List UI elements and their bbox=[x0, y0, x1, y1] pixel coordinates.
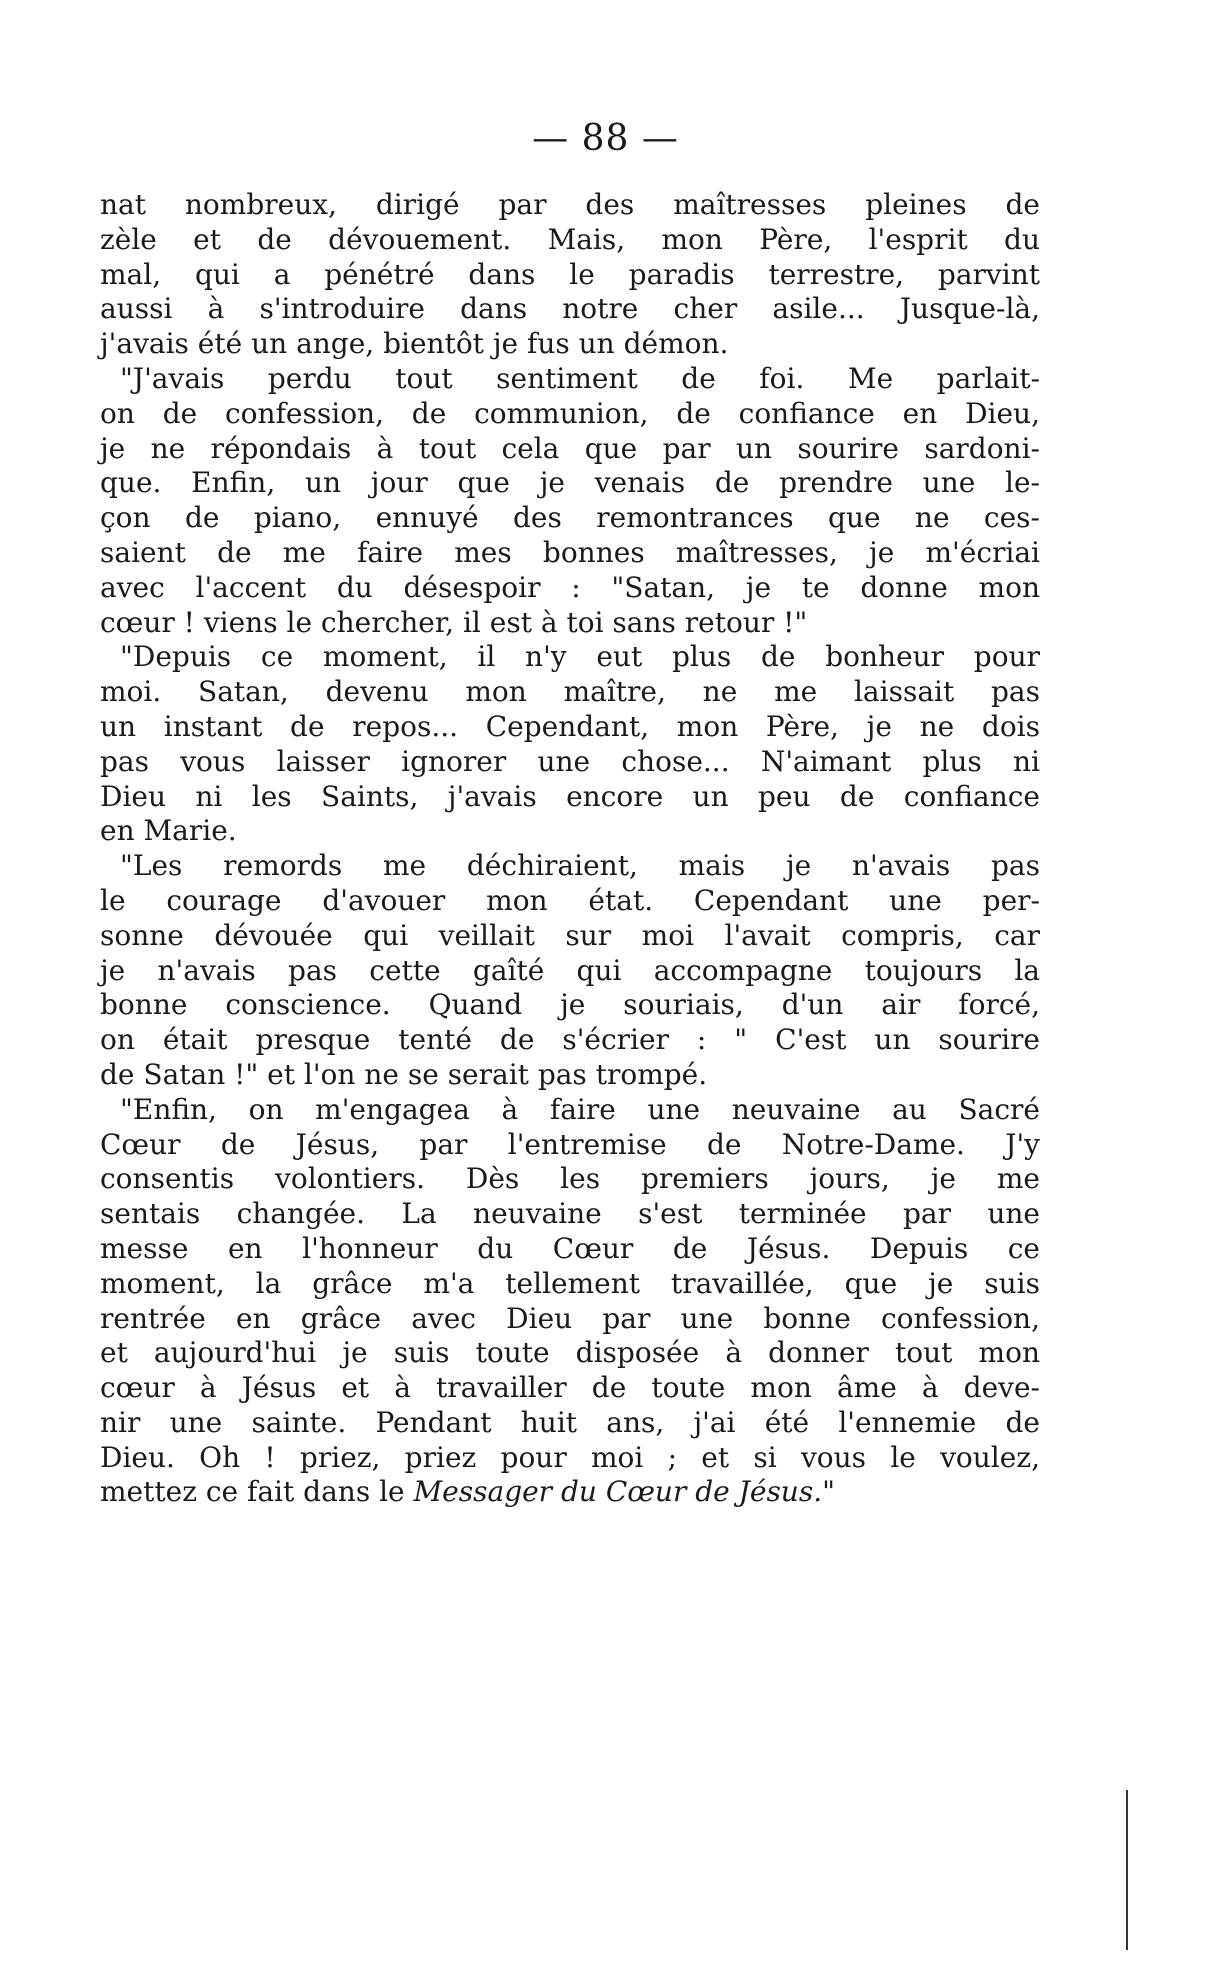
text-line: que. Enfin, un jour que je venais de prendre une le- bbox=[100, 466, 1040, 500]
text-line: Dieu. Oh ! priez, priez pour moi ; et si vous le voulez, bbox=[100, 1440, 1040, 1474]
text-line: sentais changée. La neuvaine s'est terminée par une bbox=[100, 1197, 1040, 1231]
body-text bbox=[100, 188, 1040, 1510]
text-line: Cœur de Jésus, par l'entremise de Notre-Dame. J'y bbox=[100, 1127, 1040, 1161]
text-line: "Enfin, on m'engagea à faire une neuvaine au Sacré bbox=[120, 1092, 1040, 1126]
text-line: avec l'accent du désespoir : "Satan, je te donne mon bbox=[100, 570, 1040, 604]
text-line: nir une sainte. Pendant huit ans, j'ai été l'ennemie de bbox=[100, 1405, 1040, 1439]
text-line: çon de piano, ennuyé des remontrances que ne ces- bbox=[100, 501, 1040, 535]
text-line: on était presque tenté de s'écrier : " C'est un sourire bbox=[100, 1023, 1040, 1057]
page-number: — 88 — bbox=[532, 118, 679, 159]
text-line: je ne répondais à tout cela que par un sourire sardoni- bbox=[100, 431, 1040, 465]
text-line: zèle et de dévouement. Mais, mon Père, l'esprit du bbox=[100, 222, 1040, 256]
final-line-prefix: mettez ce fait dans le bbox=[100, 1475, 414, 1509]
messenger-title: Messager du Cœur de Jésus. bbox=[413, 1475, 823, 1509]
text-line: "Les remords me déchiraient, mais je n'avais pas bbox=[120, 849, 1040, 883]
text-line: Dieu ni les Saints, j'avais encore un peu de confiance bbox=[100, 779, 1040, 813]
text-line: "Depuis ce moment, il n'y eut plus de bonheur pour bbox=[120, 640, 1040, 674]
text-line: nat nombreux, dirigé par des maîtresses pleines de bbox=[100, 188, 1040, 221]
margin-rule bbox=[1126, 1790, 1128, 1950]
final-line-suffix: " bbox=[822, 1475, 836, 1509]
text-line: moment, la grâce m'a tellement travaillée, que je suis bbox=[100, 1266, 1040, 1300]
text-line: cœur à Jésus et à travailler de toute mon âme à deve- bbox=[100, 1371, 1040, 1405]
text-line: "J'avais perdu tout sentiment de foi. Me parlait- bbox=[120, 361, 1040, 395]
text-line: saient de me faire mes bonnes maîtresses, je m'écriai bbox=[100, 535, 1040, 569]
text-line: j'avais été un ange, bientôt je fus un démon. bbox=[100, 327, 729, 361]
text-line: moi. Satan, devenu mon maître, ne me laissait pas bbox=[100, 675, 1040, 709]
text-line: en Marie. bbox=[100, 814, 237, 848]
text-line: un instant de repos... Cependant, mon Père, je ne dois bbox=[100, 709, 1040, 743]
text-line: pas vous laisser ignorer une chose... N'aimant plus ni bbox=[100, 744, 1040, 778]
text-line: rentrée en grâce avec Dieu par une bonne confession, bbox=[100, 1301, 1040, 1335]
text-line: aussi à s'introduire dans notre cher asile... Jusque-là, bbox=[100, 292, 1040, 326]
final-text-line bbox=[100, 1475, 1040, 1510]
text-line: je n'avais pas cette gaîté qui accompagne toujours la bbox=[100, 953, 1040, 987]
text-line: cœur ! viens le chercher, il est à toi sans retour !" bbox=[100, 605, 808, 639]
text-line: mal, qui a pénétré dans le paradis terrestre, parvint bbox=[100, 257, 1040, 291]
text-line: le courage d'avouer mon état. Cependant une per- bbox=[100, 883, 1040, 917]
text-line: et aujourd'hui je suis toute disposée à donner tout mon bbox=[100, 1336, 1040, 1370]
text-line: bonne conscience. Quand je souriais, d'un air forcé, bbox=[100, 988, 1040, 1022]
text-line: sonne dévouée qui veillait sur moi l'avait compris, car bbox=[100, 918, 1040, 952]
text-line: on de confession, de communion, de confiance en Dieu, bbox=[100, 396, 1040, 430]
text-line: messe en l'honneur du Cœur de Jésus. Depuis ce bbox=[100, 1231, 1040, 1265]
text-line: consentis volontiers. Dès les premiers jours, je me bbox=[100, 1162, 1040, 1196]
text-line: de Satan !" et l'on ne se serait pas trompé. bbox=[100, 1057, 708, 1091]
